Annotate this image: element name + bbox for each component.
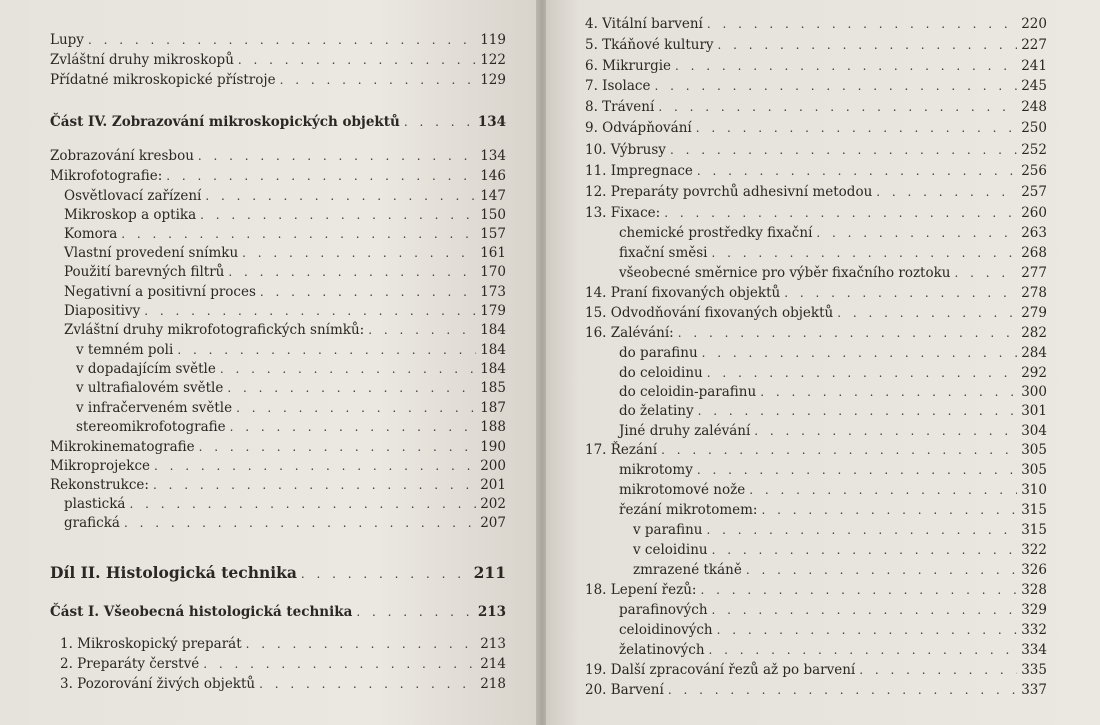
toc-entry-title: 12. Preparáty povrchů adhesivní metodou <box>585 184 873 200</box>
toc-entry <box>633 560 1047 580</box>
toc-entry <box>64 186 506 206</box>
toc-entry-page: 184 <box>480 342 506 358</box>
toc-entry-page: 147 <box>480 188 506 204</box>
toc-entry-page: 207 <box>480 515 506 531</box>
toc-entry-title: v infračerveném světle <box>76 400 233 416</box>
toc-entry-page: 227 <box>1021 37 1047 53</box>
toc-entry-page: 284 <box>1021 345 1047 361</box>
part-heading-page: 211 <box>473 563 506 582</box>
toc-entry <box>64 320 506 340</box>
toc-entry-title: parafinových <box>619 602 708 618</box>
leader-dots <box>280 70 477 90</box>
toc-entry <box>619 363 1047 383</box>
toc-entry-title: stereomikrofotografie <box>76 419 226 435</box>
toc-entry <box>619 620 1047 640</box>
leader-dots <box>220 359 476 379</box>
toc-entry <box>64 494 506 514</box>
toc-entry <box>50 70 506 90</box>
toc-entry-page: 245 <box>1021 78 1047 94</box>
toc-entry-page: 134 <box>480 148 506 164</box>
toc-entry <box>585 35 1047 55</box>
leader-dots <box>200 205 476 225</box>
toc-entry-page: 315 <box>1021 522 1047 538</box>
toc-entry <box>619 421 1047 441</box>
toc-entry-title: 5. Tkáňové kultury <box>585 37 714 53</box>
leader-dots <box>712 243 1018 263</box>
toc-entry-page: 214 <box>480 656 506 672</box>
leader-dots <box>236 398 476 418</box>
leader-dots <box>260 282 476 302</box>
toc-entry-title: Použití barevných filtrů <box>64 264 225 280</box>
toc-entry-page: 119 <box>480 32 506 48</box>
toc-entry-page: 329 <box>1021 602 1047 618</box>
toc-entry-title: do celoidinu <box>619 365 703 381</box>
toc-entry <box>585 118 1047 138</box>
leader-dots <box>654 76 1017 96</box>
leader-dots <box>368 320 476 340</box>
toc-entry-title: Komora <box>64 226 118 242</box>
toc-entry-title: Vlastní provedení snímku <box>64 245 239 261</box>
leader-dots <box>238 50 476 70</box>
toc-entry <box>50 50 506 70</box>
leader-dots <box>661 440 1017 460</box>
toc-entry-page: 328 <box>1021 582 1047 598</box>
leader-dots <box>154 456 476 476</box>
leader-dots <box>664 203 1017 223</box>
toc-entry-page: 300 <box>1021 384 1047 400</box>
toc-entry <box>76 359 506 379</box>
toc-entry-title: Lupy <box>50 32 84 48</box>
leader-dots <box>749 480 1017 500</box>
section-heading-page: 213 <box>477 604 506 620</box>
toc-entry-title: 7. Isolace <box>585 78 651 94</box>
leader-dots <box>356 602 473 622</box>
toc-entry <box>619 243 1047 263</box>
toc-entry-title: Mikrofotografie: <box>50 168 163 184</box>
toc-entry-title: 9. Odvápňování <box>585 120 692 136</box>
toc-entry <box>619 263 1047 283</box>
toc-entry <box>585 323 1047 343</box>
leader-dots <box>670 140 1017 160</box>
toc-entry-page: 322 <box>1021 542 1047 558</box>
toc-entry-title: Mikroskop a optika <box>64 207 197 223</box>
toc-entry-page: 179 <box>480 303 506 319</box>
toc-entry-page: 277 <box>1021 265 1047 281</box>
toc-entry-title: Rekonstrukce: <box>50 477 149 493</box>
toc-entry-page: 335 <box>1021 662 1047 678</box>
leader-dots <box>88 30 476 50</box>
toc-entry <box>585 283 1047 303</box>
toc-entry-page: 173 <box>480 284 506 300</box>
toc-entry-title: 14. Praní fixovaných objektů <box>585 285 781 301</box>
toc-entry-page: 161 <box>480 245 506 261</box>
section-heading-title: Část I. Všeobecná histologická technika <box>50 604 353 620</box>
toc-entry-page: 129 <box>480 72 506 88</box>
toc-entry-title: v dopadajícím světle <box>76 361 216 377</box>
toc-entry-title: fixační směsi <box>619 245 708 261</box>
toc-entry <box>619 480 1047 500</box>
toc-entry <box>50 146 506 166</box>
leader-dots <box>784 283 1017 303</box>
toc-entry-title: v celoidinu <box>633 542 708 558</box>
toc-entry <box>585 161 1047 181</box>
toc-entry-title: 4. Vitální barvení <box>585 16 703 32</box>
toc-entry <box>585 140 1047 160</box>
part-heading <box>50 563 506 583</box>
toc-entry-page: 279 <box>1021 305 1047 321</box>
toc-entry <box>585 580 1047 600</box>
toc-entry-page: 310 <box>1021 482 1047 498</box>
toc-entry-page: 201 <box>480 477 506 493</box>
toc-entry <box>76 378 506 398</box>
toc-entry-page: 184 <box>480 322 506 338</box>
toc-entry-title: do celoidin-parafinu <box>619 384 757 400</box>
toc-entry-title: plastická <box>64 496 126 512</box>
leader-dots <box>121 224 476 244</box>
leader-dots <box>203 654 476 674</box>
toc-entry-page: 305 <box>1021 442 1047 458</box>
leader-dots <box>717 620 1018 640</box>
toc-entry-title: 3. Pozorování živých objektů <box>60 676 256 692</box>
toc-entry-page: 268 <box>1021 245 1047 261</box>
toc-entry-page: 326 <box>1021 562 1047 578</box>
leader-dots <box>404 112 474 132</box>
toc-entry <box>64 282 506 302</box>
toc-entry <box>619 382 1047 402</box>
toc-entry <box>50 456 506 476</box>
section-heading <box>50 112 506 132</box>
toc-entry-page: 150 <box>480 207 506 223</box>
toc-entry-title: Diapositivy <box>64 303 141 319</box>
leader-dots <box>129 494 476 514</box>
toc-entry <box>585 440 1047 460</box>
leader-dots <box>712 540 1018 560</box>
toc-entry-title: Jiné druhy zalévání <box>619 423 751 439</box>
toc-entry <box>76 417 506 437</box>
toc-entry <box>585 203 1047 223</box>
toc-entry <box>64 224 506 244</box>
toc-entry-title: do želatiny <box>619 403 694 419</box>
toc-entry <box>64 205 506 225</box>
leader-dots <box>954 263 1017 283</box>
toc-entry-title: 16. Zalévání: <box>585 325 674 341</box>
toc-entry-title: mikrotomy <box>619 462 693 478</box>
toc-entry-title: chemické prostředky fixační <box>619 225 813 241</box>
toc-entry <box>619 223 1047 243</box>
toc-entry-page: 248 <box>1021 99 1047 115</box>
toc-entry-page: 188 <box>480 419 506 435</box>
toc-entry-title: Osvětlovací zařízení <box>64 188 202 204</box>
toc-entry-title: Mikroprojekce <box>50 458 151 474</box>
toc-entry-page: 170 <box>480 264 506 280</box>
leader-dots <box>718 35 1018 55</box>
toc-entry-title: Zvláštní druhy mikroskopů <box>50 52 234 68</box>
toc-entry-title: 18. Lepení řezů: <box>585 582 697 598</box>
leader-dots <box>198 146 476 166</box>
toc-entry-page: 305 <box>1021 462 1047 478</box>
leader-dots <box>876 182 1017 202</box>
leader-dots <box>837 303 1017 323</box>
toc-entry <box>619 460 1047 480</box>
part-heading-title: Díl II. Histologická technika <box>50 563 297 582</box>
toc-entry-page: 260 <box>1021 205 1047 221</box>
toc-entry-page: 334 <box>1021 642 1047 658</box>
toc-entry <box>76 398 506 418</box>
toc-entry <box>60 654 506 674</box>
toc-entry-page: 263 <box>1021 225 1047 241</box>
toc-entry-page: 200 <box>480 458 506 474</box>
toc-entry <box>64 243 506 263</box>
leader-dots <box>761 500 1017 520</box>
leader-dots <box>702 343 1018 363</box>
leader-dots <box>301 564 470 584</box>
toc-entry-page: 282 <box>1021 325 1047 341</box>
leader-dots <box>658 97 1017 117</box>
toc-entry-page: 315 <box>1021 502 1047 518</box>
toc-entry <box>619 401 1047 421</box>
toc-entry-page: 157 <box>480 226 506 242</box>
leader-dots <box>698 401 1018 421</box>
toc-entry <box>585 680 1047 700</box>
toc-entry <box>64 301 506 321</box>
toc-entry <box>619 600 1047 620</box>
leader-dots <box>712 600 1018 620</box>
toc-entry-title: 20. Barvení <box>585 682 664 698</box>
leader-dots <box>696 118 1018 138</box>
toc-entry-title: 1. Mikroskopický preparát <box>60 636 242 652</box>
toc-entry-title: 19. Další zpracování řezů až po barvení <box>585 662 856 678</box>
leader-dots <box>707 14 1017 34</box>
toc-entry <box>619 640 1047 660</box>
toc-entry <box>619 343 1047 363</box>
toc-entry-page: 184 <box>480 361 506 377</box>
toc-entry-title: želatinových <box>619 642 705 658</box>
leader-dots <box>709 640 1018 660</box>
toc-entry-title: v temném poli <box>76 342 174 358</box>
toc-entry-page: 292 <box>1021 365 1047 381</box>
section-heading-title: Část IV. Zobrazování mikroskopických objektů <box>50 114 400 130</box>
leader-dots <box>760 382 1017 402</box>
leader-dots <box>668 680 1017 700</box>
toc-entry-page: 257 <box>1021 184 1047 200</box>
leader-dots <box>153 475 476 495</box>
leader-dots <box>678 323 1017 343</box>
leader-dots <box>816 223 1017 243</box>
toc-entry-title: grafická <box>64 515 120 531</box>
toc-entry-page: 278 <box>1021 285 1047 301</box>
leader-dots <box>227 378 476 398</box>
toc-entry-title: v parafinu <box>633 522 703 538</box>
toc-entry <box>585 660 1047 680</box>
leader-dots <box>746 560 1017 580</box>
leader-dots <box>199 437 477 457</box>
leader-dots <box>242 243 476 263</box>
leader-dots <box>230 417 477 437</box>
leader-dots <box>697 460 1017 480</box>
toc-entry <box>585 182 1047 202</box>
toc-entry-title: v ultrafialovém světle <box>76 380 224 396</box>
toc-entry-title: 17. Řezání <box>585 442 658 458</box>
toc-entry-title: 11. Impregnace <box>585 163 693 179</box>
toc-entry-title: všeobecné směrnice pro výběr fixačního roztoku <box>619 265 951 281</box>
toc-entry <box>60 674 506 694</box>
section-heading-page: 134 <box>477 114 506 130</box>
leader-dots <box>144 301 476 321</box>
toc-entry-page: 301 <box>1021 403 1047 419</box>
toc-entry <box>64 262 506 282</box>
leader-dots <box>697 161 1017 181</box>
toc-entry-page: 250 <box>1021 120 1047 136</box>
toc-entry-title: Mikrokinematografie <box>50 439 195 455</box>
toc-entry <box>633 520 1047 540</box>
toc-entry-page: 304 <box>1021 423 1047 439</box>
toc-entry-page: 146 <box>480 168 506 184</box>
toc-entry-page: 337 <box>1021 682 1047 698</box>
toc-entry-title: 6. Mikrurgie <box>585 58 672 74</box>
toc-entry <box>60 634 506 654</box>
leader-dots <box>700 580 1017 600</box>
toc-entry-page: 256 <box>1021 163 1047 179</box>
toc-entry-page: 185 <box>480 380 506 396</box>
leader-dots <box>754 421 1017 441</box>
toc-entry-page: 218 <box>480 676 506 692</box>
toc-entry <box>50 437 506 457</box>
toc-entry <box>585 56 1047 76</box>
toc-entry-title: Zobrazování kresbou <box>50 148 194 164</box>
toc-entry-title: 2. Preparáty čerstvé <box>60 656 200 672</box>
toc-entry-page: 187 <box>480 400 506 416</box>
leader-dots <box>246 634 477 654</box>
toc-entry-title: 15. Odvodňování fixovaných objektů <box>585 305 834 321</box>
toc-entry <box>585 303 1047 323</box>
leader-dots <box>166 166 476 186</box>
toc-entry <box>50 475 506 495</box>
leader-dots <box>259 674 476 694</box>
leader-dots <box>707 520 1018 540</box>
toc-entry-title: řezání mikrotomem: <box>619 502 758 518</box>
toc-entry-page: 220 <box>1021 16 1047 32</box>
leader-dots <box>124 513 476 533</box>
toc-entry <box>64 513 506 533</box>
toc-entry-title: 13. Fixace: <box>585 205 661 221</box>
leader-dots <box>859 660 1017 680</box>
toc-entry-page: 122 <box>480 52 506 68</box>
toc-entry-title: 10. Výbrusy <box>585 142 666 158</box>
toc-entry-page: 202 <box>480 496 506 512</box>
toc-entry-page: 241 <box>1021 58 1047 74</box>
leader-dots <box>228 262 476 282</box>
leader-dots <box>675 56 1017 76</box>
section-heading <box>50 602 506 622</box>
toc-entry <box>50 30 506 50</box>
toc-entry-title: Zvláštní druhy mikrofotografických snímků: <box>64 322 365 338</box>
leader-dots <box>205 186 476 206</box>
toc-entry-page: 213 <box>480 636 506 652</box>
toc-entry <box>633 540 1047 560</box>
toc-entry-title: Přídatné mikroskopické přístroje <box>50 72 276 88</box>
toc-entry-title: celoidinových <box>619 622 713 638</box>
toc-entry <box>50 166 506 186</box>
toc-entry-page: 252 <box>1021 142 1047 158</box>
leader-dots <box>177 340 476 360</box>
leader-dots <box>707 363 1017 383</box>
toc-entry-title: mikrotomové nože <box>619 482 746 498</box>
toc-entry-title: Negativní a positivní proces <box>64 284 256 300</box>
toc-entry <box>585 97 1047 117</box>
toc-entry <box>619 500 1047 520</box>
toc-entry-title: zmrazené tkáně <box>633 562 742 578</box>
toc-entry-title: do parafinu <box>619 345 698 361</box>
toc-entry-page: 190 <box>480 439 506 455</box>
toc-entry <box>585 14 1047 34</box>
toc-entry <box>585 76 1047 96</box>
toc-entry-title: 8. Trávení <box>585 99 655 115</box>
toc-entry-page: 332 <box>1021 622 1047 638</box>
toc-entry <box>76 340 506 360</box>
